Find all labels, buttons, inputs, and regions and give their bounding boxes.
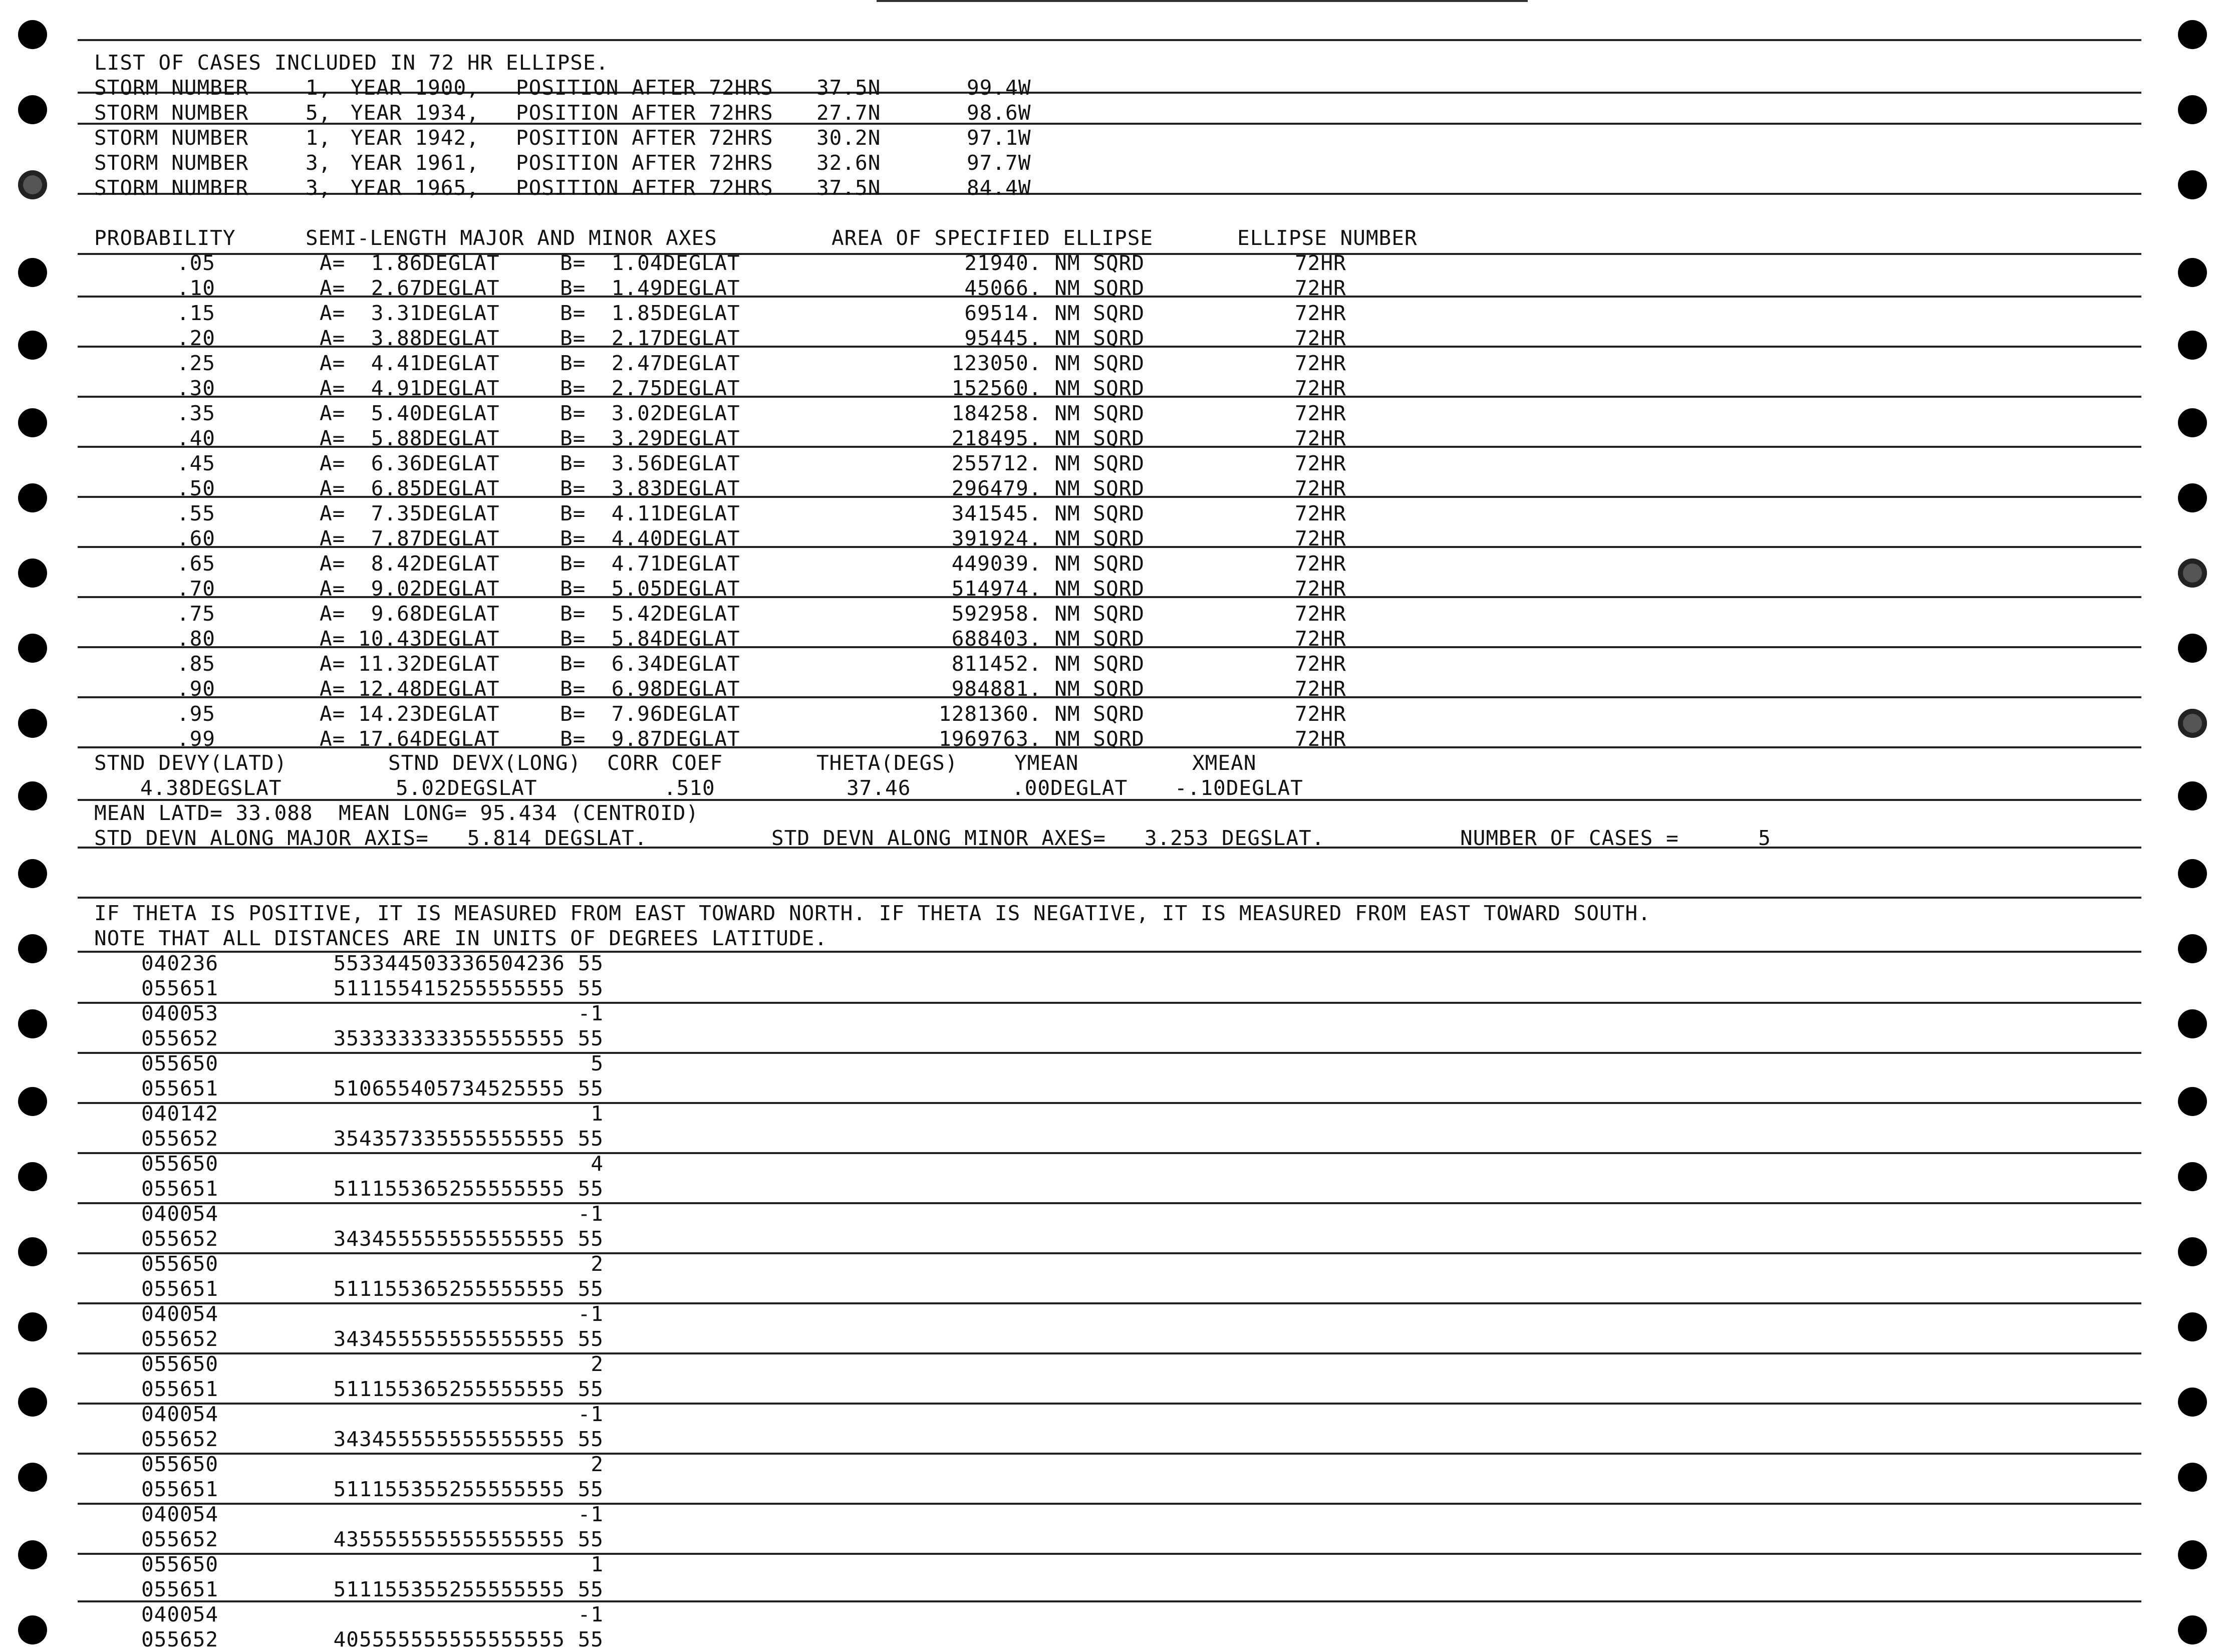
ellipse-area-value: 184258. NM SQRD — [951, 401, 1145, 425]
code-value: -1 — [578, 1302, 604, 1326]
probability-header: PROBABILITY — [94, 226, 236, 250]
code-id: 040054 — [141, 1602, 219, 1626]
code-row — [0, 1101, 2219, 1126]
minor-axis-value: B= 3.56DEGLAT — [560, 451, 740, 475]
code-row — [0, 1527, 2219, 1552]
probability-value: .30 — [176, 376, 215, 400]
ellipse-area-value: 391924. NM SQRD — [951, 526, 1145, 550]
ellipse-row — [0, 626, 2219, 651]
probability-value: .75 — [176, 602, 215, 626]
code-value: 2 — [591, 1452, 604, 1476]
storm-position-label: POSITION AFTER 72HRS — [516, 126, 773, 150]
code-value: 1 — [591, 1102, 604, 1126]
feed-hole-icon — [18, 20, 47, 49]
ellipse-area-value: 152560. NM SQRD — [951, 376, 1145, 400]
major-axis-value: A= 10.43DEGLAT — [320, 627, 500, 651]
major-axis-value: A= 3.31DEGLAT — [320, 301, 500, 325]
code-row — [0, 1427, 2219, 1452]
storm-row — [0, 75, 2219, 100]
probability-value: .25 — [176, 351, 215, 375]
ellipse-number-value: 72HR — [1295, 652, 1346, 676]
storm-year: YEAR 1900, — [351, 76, 479, 100]
code-value: 435555555555555555 55 — [333, 1527, 604, 1551]
ellipse-area-value: 811452. NM SQRD — [951, 652, 1145, 676]
stnd-devx-value: 5.02DEGSLAT — [396, 776, 537, 800]
ellipse-area-value: 218495. NM SQRD — [951, 426, 1145, 450]
storm-latitude: 32.6N — [816, 151, 881, 175]
code-id: 040054 — [141, 1302, 219, 1326]
storm-latitude: 37.5N — [816, 76, 881, 100]
major-axis-value: A= 14.23DEGLAT — [320, 702, 500, 726]
major-axis-value: A= 7.35DEGLAT — [320, 501, 500, 525]
code-id: 055652 — [141, 1327, 219, 1351]
code-value: 553344503336504236 55 — [333, 951, 604, 975]
code-value: 5 — [591, 1051, 604, 1075]
code-value: 405555555555555555 55 — [333, 1627, 604, 1651]
ellipse-number-value: 72HR — [1295, 552, 1346, 576]
ellipse-number-value: 72HR — [1295, 426, 1346, 450]
major-axis-value: A= 9.02DEGLAT — [320, 577, 500, 601]
storm-latitude: 27.7N — [816, 101, 881, 125]
code-id: 040053 — [141, 1001, 219, 1025]
major-axis-value: A= 4.41DEGLAT — [320, 351, 500, 375]
storm-row — [0, 100, 2219, 125]
xmean-value: -.10DEGLAT — [1175, 776, 1303, 800]
corr-coef-header: CORR COEF — [607, 751, 723, 775]
feed-hole-icon — [2178, 781, 2207, 810]
code-row — [0, 976, 2219, 1001]
code-id: 055651 — [141, 1477, 219, 1501]
code-row — [0, 1001, 2219, 1026]
number-of-cases-value: 5 — [1758, 826, 1771, 850]
std-major-axis: STD DEVN ALONG MAJOR AXIS= 5.814 DEGSLAT. — [94, 826, 648, 850]
code-row — [0, 1276, 2219, 1301]
code-value: -1 — [578, 1202, 604, 1226]
ellipse-row — [0, 526, 2219, 551]
probability-value: .55 — [176, 501, 215, 525]
ellipse-area-value: 1969763. NM SQRD — [939, 727, 1145, 751]
feed-hole-icon — [2178, 20, 2207, 49]
major-axis-value: A= 2.67DEGLAT — [320, 276, 500, 300]
storm-longitude: 84.4W — [967, 176, 1031, 200]
major-axis-value: A= 9.68DEGLAT — [320, 602, 500, 626]
code-row — [0, 1477, 2219, 1502]
code-value: 2 — [591, 1352, 604, 1376]
code-row — [0, 1351, 2219, 1376]
ellipse-number-value: 72HR — [1295, 326, 1346, 350]
ellipse-number-value: 72HR — [1295, 526, 1346, 550]
probability-value: .60 — [176, 526, 215, 550]
storm-row — [0, 150, 2219, 175]
probability-value: .65 — [176, 552, 215, 576]
code-row — [0, 1076, 2219, 1101]
ellipse-row — [0, 376, 2219, 401]
minor-axis-value: B= 9.87DEGLAT — [560, 727, 740, 751]
code-id: 055650 — [141, 1252, 219, 1276]
feed-hole-icon — [2178, 859, 2207, 888]
code-value: 511155365255555555 55 — [333, 1377, 604, 1401]
code-id: 040054 — [141, 1202, 219, 1226]
major-axis-value: A= 7.87DEGLAT — [320, 526, 500, 550]
code-row — [0, 1402, 2219, 1427]
stnd-devx-header: STND DEVX(LONG) — [388, 751, 582, 775]
storm-label: STORM NUMBER — [94, 151, 249, 175]
major-axis-value: A= 6.36DEGLAT — [320, 451, 500, 475]
code-value: 343455555555555555 55 — [333, 1327, 604, 1351]
ellipse-area-value: 255712. NM SQRD — [951, 451, 1145, 475]
code-row — [0, 1376, 2219, 1402]
storm-year: YEAR 1942, — [351, 126, 479, 150]
minor-axis-value: B= 2.17DEGLAT — [560, 326, 740, 350]
minor-axis-value: B= 3.02DEGLAT — [560, 401, 740, 425]
ellipse-number-value: 72HR — [1295, 627, 1346, 651]
major-axis-value: A= 3.88DEGLAT — [320, 326, 500, 350]
ellipse-number-value: 72HR — [1295, 501, 1346, 525]
corr-coef-value: .510 — [664, 776, 715, 800]
major-axis-value: A= 17.64DEGLAT — [320, 727, 500, 751]
code-id: 055650 — [141, 1452, 219, 1476]
ellipse-number-value: 72HR — [1295, 276, 1346, 300]
ellipse-row — [0, 451, 2219, 476]
storm-label: STORM NUMBER — [94, 76, 249, 100]
ellipse-area-value: 514974. NM SQRD — [951, 577, 1145, 601]
ellipse-area-value: 21940. NM SQRD — [964, 251, 1145, 275]
storm-number: 1, — [306, 126, 332, 150]
storm-number: 3, — [306, 176, 332, 200]
code-row — [0, 1226, 2219, 1251]
minor-axis-value: B= 3.29DEGLAT — [560, 426, 740, 450]
ellipse-row — [0, 426, 2219, 451]
minor-axis-value: B= 4.40DEGLAT — [560, 526, 740, 550]
ellipse-row — [0, 676, 2219, 701]
storm-year: YEAR 1961, — [351, 151, 479, 175]
code-value: 510655405734525555 55 — [333, 1076, 604, 1100]
probability-value: .50 — [176, 476, 215, 500]
ellipse-number-value: 72HR — [1295, 476, 1346, 500]
ellipse-number-header: ELLIPSE NUMBER — [1237, 226, 1418, 250]
code-id: 040054 — [141, 1402, 219, 1426]
code-id: 055651 — [141, 1177, 219, 1201]
code-id: 055652 — [141, 1527, 219, 1551]
storm-year: YEAR 1965, — [351, 176, 479, 200]
storm-longitude: 99.4W — [967, 76, 1031, 100]
code-row — [0, 1502, 2219, 1527]
storm-longitude: 97.7W — [967, 151, 1031, 175]
probability-value: .95 — [176, 702, 215, 726]
ellipse-row — [0, 326, 2219, 351]
code-id: 055650 — [141, 1352, 219, 1376]
minor-axis-value: B= 7.96DEGLAT — [560, 702, 740, 726]
std-minor-axis: STD DEVN ALONG MINOR AXES= 3.253 DEGSLAT. — [771, 826, 1325, 850]
minor-axis-value: B= 6.34DEGLAT — [560, 652, 740, 676]
code-id: 055651 — [141, 1377, 219, 1401]
theta-note: IF THETA IS POSITIVE, IT IS MEASURED FROM EAST TOWARD NORTH. IF THETA IS NEGATIVE, IT IS MEASURED FROM EAST TOWARD SOUTH. — [94, 901, 1651, 925]
ellipse-row — [0, 701, 2219, 726]
code-value: 354357335555555555 55 — [333, 1127, 604, 1151]
code-value: 343455555555555555 55 — [333, 1427, 604, 1451]
code-row — [0, 1326, 2219, 1351]
ellipse-row — [0, 401, 2219, 426]
storm-position-label: POSITION AFTER 72HRS — [516, 176, 773, 200]
units-note: NOTE THAT ALL DISTANCES ARE IN UNITS OF DEGREES LATITUDE. — [94, 926, 827, 950]
code-id: 055650 — [141, 1552, 219, 1576]
major-axis-value: A= 1.86DEGLAT — [320, 251, 500, 275]
code-value: 511155365255555555 55 — [333, 1277, 604, 1301]
ymean-header: YMEAN — [1014, 751, 1079, 775]
ellipse-row — [0, 250, 2219, 276]
ellipse-row — [0, 601, 2219, 626]
code-value: 2 — [591, 1252, 604, 1276]
code-row — [0, 1176, 2219, 1201]
code-row — [0, 1201, 2219, 1226]
ruled-line — [78, 897, 2141, 899]
ellipse-number-value: 72HR — [1295, 727, 1346, 751]
ellipse-number-value: 72HR — [1295, 677, 1346, 701]
code-value: 511155355255555555 55 — [333, 1477, 604, 1501]
code-id: 040054 — [141, 1502, 219, 1526]
code-row — [0, 1301, 2219, 1326]
feed-hole-icon — [18, 781, 47, 810]
theta-value: 37.46 — [847, 776, 911, 800]
ymean-value: .00DEGLAT — [1012, 776, 1128, 800]
storm-row — [0, 175, 2219, 200]
code-value: 1 — [591, 1552, 604, 1576]
storm-longitude: 97.1W — [967, 126, 1031, 150]
code-value: 4 — [591, 1152, 604, 1176]
code-id: 055651 — [141, 1577, 219, 1601]
ellipse-number-value: 72HR — [1295, 451, 1346, 475]
minor-axis-value: B= 5.84DEGLAT — [560, 627, 740, 651]
probability-value: .80 — [176, 627, 215, 651]
ellipse-number-value: 72HR — [1295, 602, 1346, 626]
code-row — [0, 1026, 2219, 1051]
ellipse-area-value: 69514. NM SQRD — [964, 301, 1145, 325]
minor-axis-value: B= 4.71DEGLAT — [560, 552, 740, 576]
code-row — [0, 1126, 2219, 1151]
minor-axis-value: B= 6.98DEGLAT — [560, 677, 740, 701]
xmean-header: XMEAN — [1192, 751, 1257, 775]
storm-number: 3, — [306, 151, 332, 175]
code-id: 055652 — [141, 1627, 219, 1651]
code-value: 343455555555555555 55 — [333, 1227, 604, 1251]
probability-value: .20 — [176, 326, 215, 350]
probability-value: .40 — [176, 426, 215, 450]
code-value: -1 — [578, 1402, 604, 1426]
minor-axis-value: B= 5.05DEGLAT — [560, 577, 740, 601]
ellipse-number-value: 72HR — [1295, 577, 1346, 601]
probability-value: .85 — [176, 652, 215, 676]
major-axis-value: A= 8.42DEGLAT — [320, 552, 500, 576]
code-row — [0, 1627, 2219, 1652]
ellipse-area-value: 95445. NM SQRD — [964, 326, 1145, 350]
storm-longitude: 98.6W — [967, 101, 1031, 125]
minor-axis-value: B= 2.47DEGLAT — [560, 351, 740, 375]
code-id: 055652 — [141, 1227, 219, 1251]
probability-value: .90 — [176, 677, 215, 701]
storm-year: YEAR 1934, — [351, 101, 479, 125]
storm-latitude: 30.2N — [816, 126, 881, 150]
ellipse-number-value: 72HR — [1295, 351, 1346, 375]
code-value: -1 — [578, 1001, 604, 1025]
list-title: LIST OF CASES INCLUDED IN 72 HR ELLIPSE. — [94, 51, 609, 75]
storm-label: STORM NUMBER — [94, 176, 249, 200]
ellipse-area-value: 45066. NM SQRD — [964, 276, 1145, 300]
code-row — [0, 1577, 2219, 1602]
storm-latitude: 37.5N — [816, 176, 881, 200]
ellipse-row — [0, 476, 2219, 501]
stnd-devy-header: STND DEVY(LATD) — [94, 751, 288, 775]
storm-number: 1, — [306, 76, 332, 100]
probability-value: .99 — [176, 727, 215, 751]
ruled-line — [78, 39, 2141, 41]
axes-header: SEMI-LENGTH MAJOR AND MINOR AXES — [306, 226, 717, 250]
minor-axis-value: B= 1.85DEGLAT — [560, 301, 740, 325]
ellipse-number-value: 72HR — [1295, 376, 1346, 400]
probability-value: .35 — [176, 401, 215, 425]
stnd-devy-value: 4.38DEGSLAT — [140, 776, 282, 800]
top-rule — [877, 0, 1528, 2]
ellipse-row — [0, 301, 2219, 326]
ellipse-number-value: 72HR — [1295, 401, 1346, 425]
minor-axis-value: B= 5.42DEGLAT — [560, 602, 740, 626]
major-axis-value: A= 5.88DEGLAT — [320, 426, 500, 450]
ellipse-row — [0, 576, 2219, 601]
code-row — [0, 1051, 2219, 1076]
ellipse-row — [0, 351, 2219, 376]
code-row — [0, 1452, 2219, 1477]
ellipse-row — [0, 551, 2219, 576]
number-of-cases-label: NUMBER OF CASES = — [1460, 826, 1679, 850]
ellipse-area-value: 1281360. NM SQRD — [939, 702, 1145, 726]
storm-number: 5, — [306, 101, 332, 125]
code-value: -1 — [578, 1602, 604, 1626]
probability-value: .45 — [176, 451, 215, 475]
ellipse-area-value: 592958. NM SQRD — [951, 602, 1145, 626]
major-axis-value: A= 12.48DEGLAT — [320, 677, 500, 701]
minor-axis-value: B= 4.11DEGLAT — [560, 501, 740, 525]
minor-axis-value: B= 1.49DEGLAT — [560, 276, 740, 300]
ellipse-row — [0, 651, 2219, 676]
code-row — [0, 951, 2219, 976]
ellipse-area-value: 123050. NM SQRD — [951, 351, 1145, 375]
major-axis-value: A= 5.40DEGLAT — [320, 401, 500, 425]
probability-value: .70 — [176, 577, 215, 601]
feed-hole-icon — [18, 859, 47, 888]
code-id: 055650 — [141, 1152, 219, 1176]
major-axis-value: A= 4.91DEGLAT — [320, 376, 500, 400]
ellipse-area-value: 341545. NM SQRD — [951, 501, 1145, 525]
code-id: 055651 — [141, 1076, 219, 1100]
storm-position-label: POSITION AFTER 72HRS — [516, 101, 773, 125]
storm-position-label: POSITION AFTER 72HRS — [516, 151, 773, 175]
code-value: 511155415255555555 55 — [333, 976, 604, 1000]
code-value: 511155365255555555 55 — [333, 1177, 604, 1201]
code-id: 055652 — [141, 1127, 219, 1151]
code-value: 511155355255555555 55 — [333, 1577, 604, 1601]
minor-axis-value: B= 1.04DEGLAT — [560, 251, 740, 275]
ellipse-number-value: 72HR — [1295, 301, 1346, 325]
ellipse-number-value: 72HR — [1295, 702, 1346, 726]
code-row — [0, 1251, 2219, 1276]
storm-label: STORM NUMBER — [94, 101, 249, 125]
major-axis-value: A= 6.85DEGLAT — [320, 476, 500, 500]
code-id: 055650 — [141, 1051, 219, 1075]
code-id: 040142 — [141, 1102, 219, 1126]
code-id: 055651 — [141, 976, 219, 1000]
probability-value: .10 — [176, 276, 215, 300]
minor-axis-value: B= 3.83DEGLAT — [560, 476, 740, 500]
theta-header: THETA(DEGS) — [816, 751, 958, 775]
code-id: 040236 — [141, 951, 219, 975]
ellipse-row — [0, 501, 2219, 526]
mean-centroid-line: MEAN LATD= 33.088 MEAN LONG= 95.434 (CENTROID) — [94, 801, 699, 825]
code-row — [0, 1602, 2219, 1627]
code-row — [0, 1151, 2219, 1176]
probability-value: .15 — [176, 301, 215, 325]
code-value: 353333333355555555 55 — [333, 1026, 604, 1050]
major-axis-value: A= 11.32DEGLAT — [320, 652, 500, 676]
ellipse-row — [0, 276, 2219, 301]
ellipse-area-value: 296479. NM SQRD — [951, 476, 1145, 500]
ellipse-area-value: 449039. NM SQRD — [951, 552, 1145, 576]
ellipse-number-value: 72HR — [1295, 251, 1346, 275]
code-id: 055651 — [141, 1277, 219, 1301]
code-row — [0, 1552, 2219, 1577]
ellipse-area-value: 688403. NM SQRD — [951, 627, 1145, 651]
code-id: 055652 — [141, 1427, 219, 1451]
area-header: AREA OF SPECIFIED ELLIPSE — [831, 226, 1154, 250]
storm-label: STORM NUMBER — [94, 126, 249, 150]
ellipse-row — [0, 726, 2219, 751]
minor-axis-value: B= 2.75DEGLAT — [560, 376, 740, 400]
probability-value: .05 — [176, 251, 215, 275]
code-id: 055652 — [141, 1026, 219, 1050]
storm-row — [0, 125, 2219, 150]
ellipse-area-value: 984881. NM SQRD — [951, 677, 1145, 701]
code-value: -1 — [578, 1502, 604, 1526]
storm-position-label: POSITION AFTER 72HRS — [516, 76, 773, 100]
